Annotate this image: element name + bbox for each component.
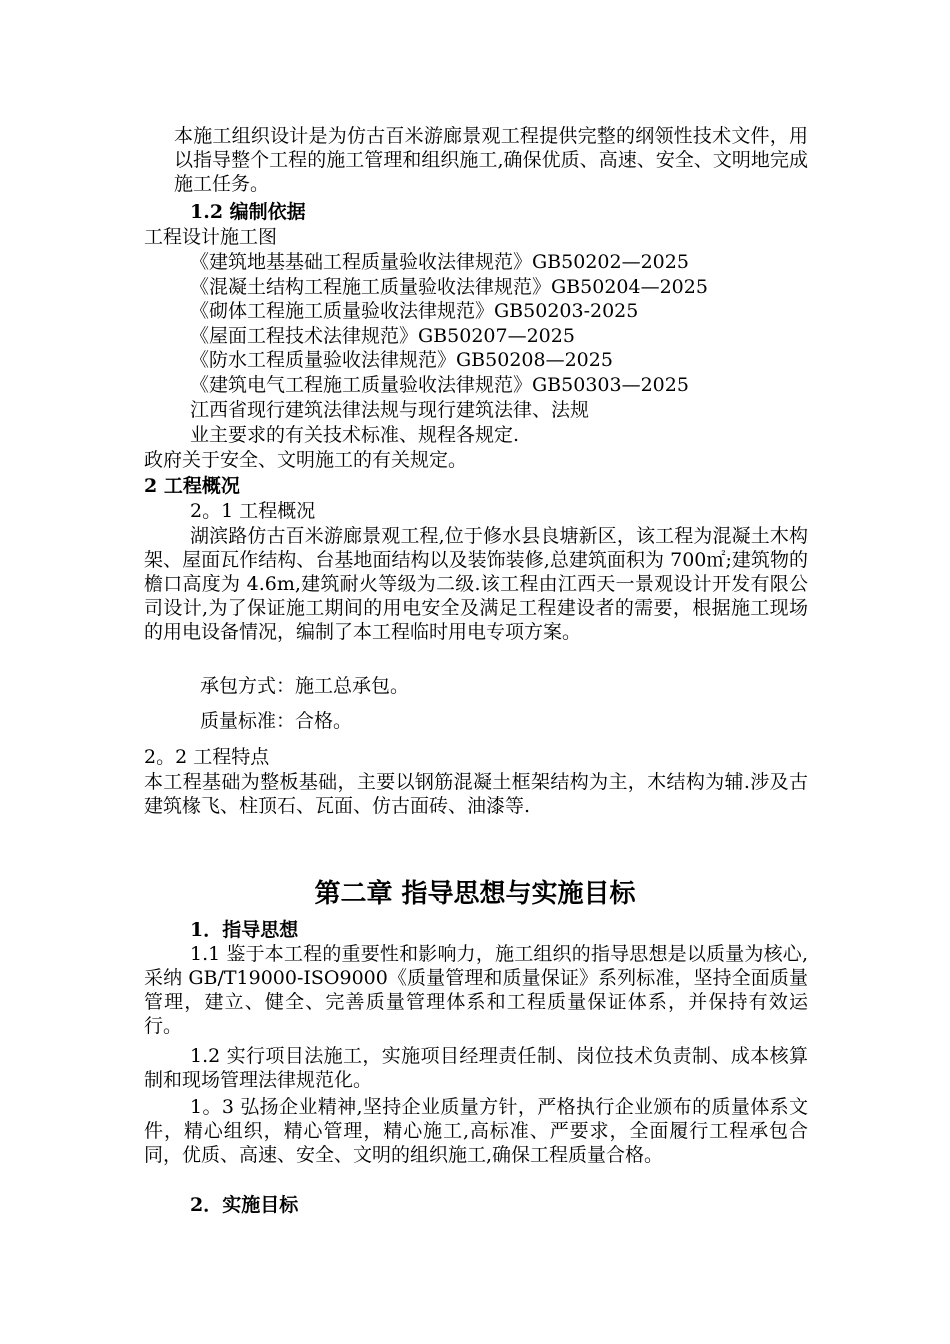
guiding-paragraph-2: 1.2 实行项目法施工，实施项目经理责任制、岗位技术负责制、成本核算制和现场管理法律规范化。	[144, 1045, 808, 1091]
basis-item-gb50202: 《建筑地基基础工程质量验收法律规范》GB50202—2025	[190, 251, 689, 273]
features-paragraph: 本工程基础为整板基础，主要以钢筋混凝土框架结构为主，木结构为辅.涉及古建筑椽飞、柱顶石、瓦面、仿古面砖、油漆等.	[144, 771, 808, 817]
overview-heading: 2 工程概况	[144, 475, 240, 497]
overview-sub-heading: 2。1 工程概况	[190, 500, 316, 522]
basis-item-gb50203: 《砌体工程施工质量验收法律规范》GB50203-2025	[190, 300, 639, 322]
intro-paragraph: 本施工组织设计是为仿古百米游廊景观工程提供完整的纲领性技术文件，用以指导整个工程的施工管理和组织施工,确保优质、高速、安全、文明地完成施工任务。	[174, 125, 808, 195]
quality-standard: 质量标准：合格。	[200, 710, 353, 732]
basis-heading: 1.2 编制依据	[190, 201, 306, 223]
basis-item-gb50204: 《混凝土结构工程施工质量验收法律规范》GB50204—2025	[190, 276, 708, 298]
contract-method: 承包方式：施工总承包。	[200, 675, 410, 697]
basis-item-owner-requirements: 业主要求的有关技术标准、规程各规定.	[190, 424, 520, 446]
basis-item-government-rules: 政府关于安全、文明施工的有关规定。	[144, 449, 468, 471]
basis-item-gb50303: 《建筑电气工程施工质量验收法律规范》GB50303—2025	[190, 374, 689, 396]
overview-paragraph: 湖滨路仿古百米游廊景观工程,位于修水县良塘新区，该工程为混凝土木构架、屋面瓦作结构、台基地面结构以及装饰装修,总建筑面积为 700㎡;建筑物的檐口高度为 4.6m,建筑耐火等级为二级.该工程由江西天一景观设计开发有限公司设计,为了保证施工期间的用电安全及满足工程建设者的需要，根据施工现场的用电设备情况，编制了本工程临时用电专项方案。	[144, 525, 808, 643]
guiding-paragraph-3: 1。3 弘扬企业精神,坚持企业质量方针，严格执行企业颁布的质量体系文件，精心组织，精心管理，精心施工,高标准、严要求，全面履行工程承包合同，优质、高速、安全、文明的组织施工,确保工程质量合格。	[144, 1096, 808, 1166]
guiding-heading: 1．指导思想	[190, 919, 299, 941]
target-heading: 2．实施目标	[190, 1194, 299, 1216]
basis-item-design-drawings: 工程设计施工图	[144, 226, 278, 248]
basis-item-gb50207: 《屋面工程技术法律规范》GB50207—2025	[190, 325, 575, 347]
guiding-paragraph-1: 1.1 鉴于本工程的重要性和影响力，施工组织的指导思想是以质量为核心,采纳 GB/T19000-ISO9000《质量管理和质量保证》系列标准，坚持全面质量管理，建立、健全、完善质量管理体系和工程质量保证体系，并保持有效运行。	[144, 943, 808, 1037]
basis-item-gb50208: 《防水工程质量验收法律规范》GB50208—2025	[190, 349, 613, 371]
basis-item-jiangxi-regulations: 江西省现行建筑法律法规与现行建筑法律、法规	[190, 399, 590, 421]
features-heading: 2。2 工程特点	[144, 746, 270, 768]
chapter-title: 第二章 指导思想与实施目标	[314, 879, 636, 909]
